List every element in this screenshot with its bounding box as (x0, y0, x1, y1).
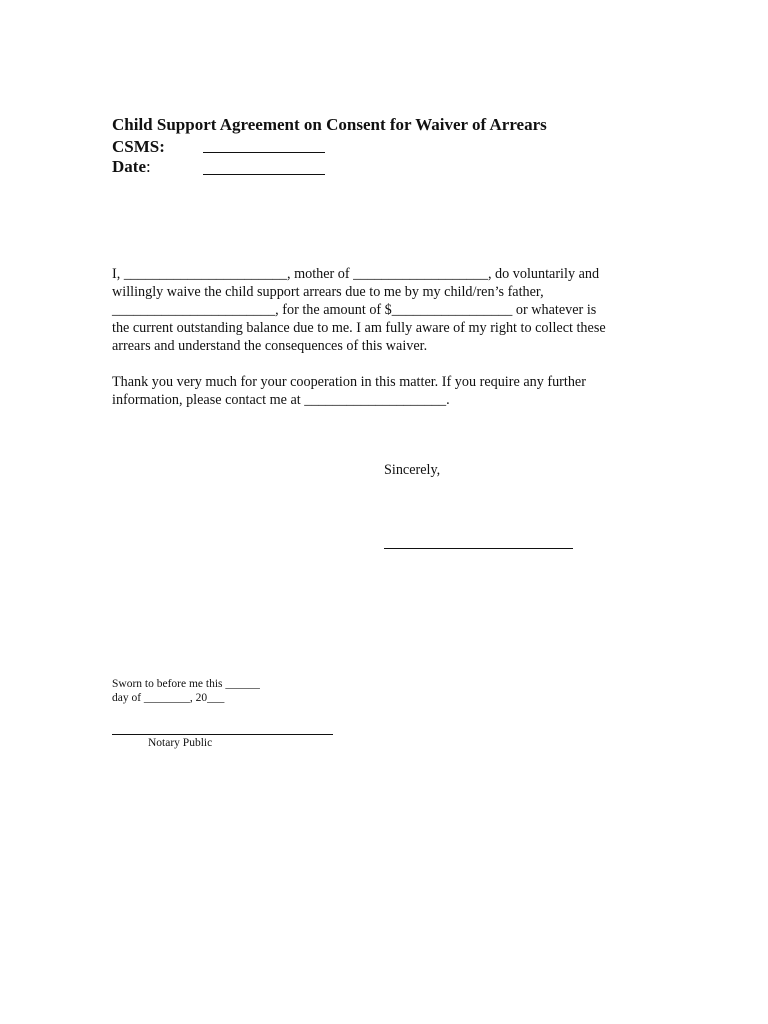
csms-blank-line (203, 152, 325, 153)
date-label (112, 157, 151, 177)
waiver-paragraph (112, 265, 606, 355)
notary-date-line: day of ________, 20___ (112, 692, 225, 704)
date-label-text: Date (112, 157, 146, 176)
notary-public-label: Notary Public (148, 737, 213, 749)
paragraph-line: _______________________, for the amount of $_________________ or whatever is (112, 302, 597, 318)
paragraph-line: I, _______________________, mother of ___________________, do voluntarily and (112, 266, 600, 282)
date-blank-line (203, 174, 325, 175)
paragraph-line: the current outstanding balance due to me. I am fully aware of my right to collect these (112, 320, 606, 336)
paragraph-line: Thank you very much for your cooperation in this matter. If you require any further (112, 374, 586, 390)
csms-label: CSMS: (112, 137, 165, 156)
notary-signature-line (112, 734, 333, 735)
paragraph-line: information, please contact me at ____________________. (112, 392, 450, 408)
closing-salutation: Sincerely, (384, 462, 441, 478)
notary-sworn-line: Sworn to before me this ______ (112, 678, 260, 690)
paragraph-line: willingly waive the child support arrears due to me by my child/ren’s father, (112, 284, 544, 300)
date-label-colon: : (145, 157, 151, 176)
paragraph-line: arrears and understand the consequences of this waiver. (112, 338, 428, 354)
document-title: Child Support Agreement on Consent for Waiver of Arrears (112, 115, 547, 134)
thanks-paragraph (112, 373, 586, 409)
signature-line (384, 548, 573, 549)
